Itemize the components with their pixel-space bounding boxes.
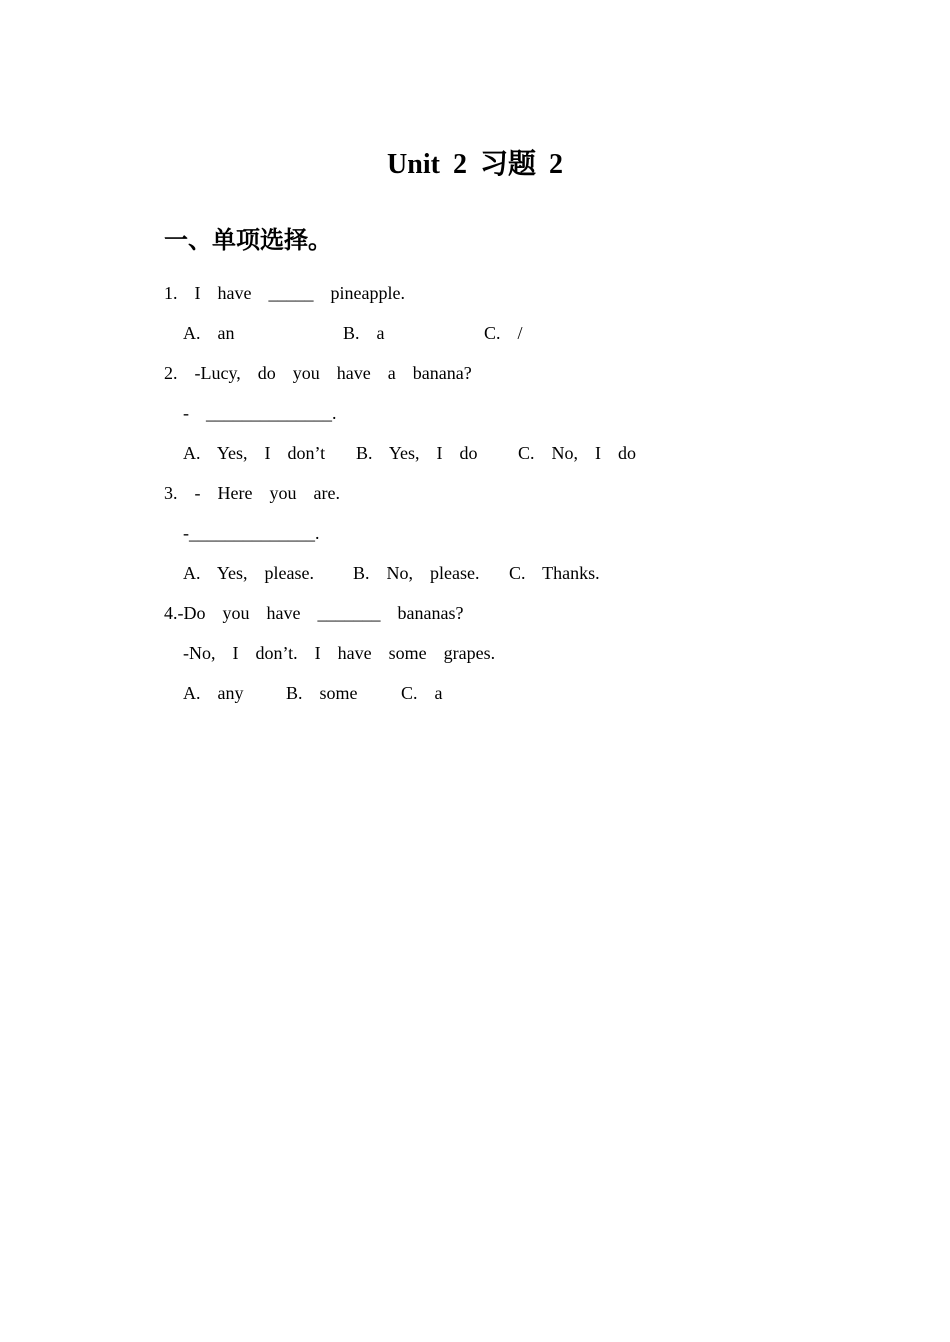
question-4-option-b[interactable]: B. some	[286, 683, 358, 703]
question-4-answer-line: -No, I don’t. I have some grapes.	[183, 643, 496, 663]
question-1-option-a[interactable]: A. an	[183, 323, 235, 343]
question-1-option-b[interactable]: B. a	[343, 323, 385, 343]
question-2-option-c[interactable]: C. No, I do	[518, 443, 636, 463]
question-3-option-b[interactable]: B. No, please.	[353, 563, 480, 583]
section-heading: 一、单项选择。	[164, 226, 332, 254]
question-1-option-c[interactable]: C. /	[484, 323, 523, 343]
question-3-option-c[interactable]: C. Thanks.	[509, 563, 600, 583]
question-4-option-a[interactable]: A. any	[183, 683, 244, 703]
question-2-option-b[interactable]: B. Yes, I do	[356, 443, 478, 463]
question-3-stem: 3. - Here you are.	[164, 483, 340, 503]
question-2-option-a[interactable]: A. Yes, I don’t	[183, 443, 326, 463]
question-2-answer-line: - ______________.	[183, 403, 337, 423]
question-4-stem: 4.-Do you have _______ bananas?	[164, 603, 464, 623]
question-4-option-c[interactable]: C. a	[401, 683, 443, 703]
question-1-stem: 1. I have _____ pineapple.	[164, 283, 405, 303]
question-3-answer-line: -______________.	[183, 523, 320, 543]
question-3-option-a[interactable]: A. Yes, please.	[183, 563, 314, 583]
page-title: Unit 2 习题 2	[387, 149, 563, 180]
question-2-stem: 2. -Lucy, do you have a banana?	[164, 363, 472, 383]
